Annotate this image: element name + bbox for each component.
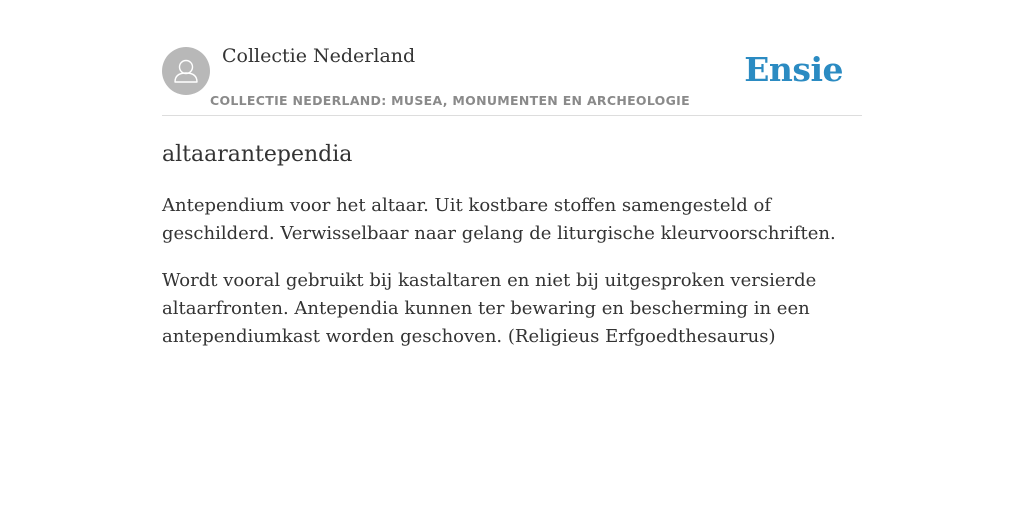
definition-paragraph: Wordt vooral gebruikt bij kastaltaren en niet bij uitgesproken versierde altaarfronten. Antependia kunnen ter bewaring en bescherming in een antependiumkast worden geschoven. (Religieus Erfgoedthesaurus) [162, 270, 817, 347]
page-title: altaarantependia [162, 142, 353, 167]
definition-paragraph: Antependium voor het altaar. Uit kostbare stoffen samengesteld of geschilderd. Verwisselbaar naar gelang de liturgische kleurvoorschriften. [162, 195, 836, 244]
user-silhouette-icon [162, 47, 210, 95]
author-name[interactable]: Collectie Nederland [222, 45, 416, 67]
author-subtitle: COLLECTIE NEDERLAND: MUSEA, MONUMENTEN EN ARCHEOLOGIE [210, 93, 690, 108]
content-container [162, 0, 862, 351]
avatar[interactable] [162, 47, 210, 95]
ensie-logo[interactable]: Ensie [744, 50, 843, 89]
header [162, 0, 862, 116]
